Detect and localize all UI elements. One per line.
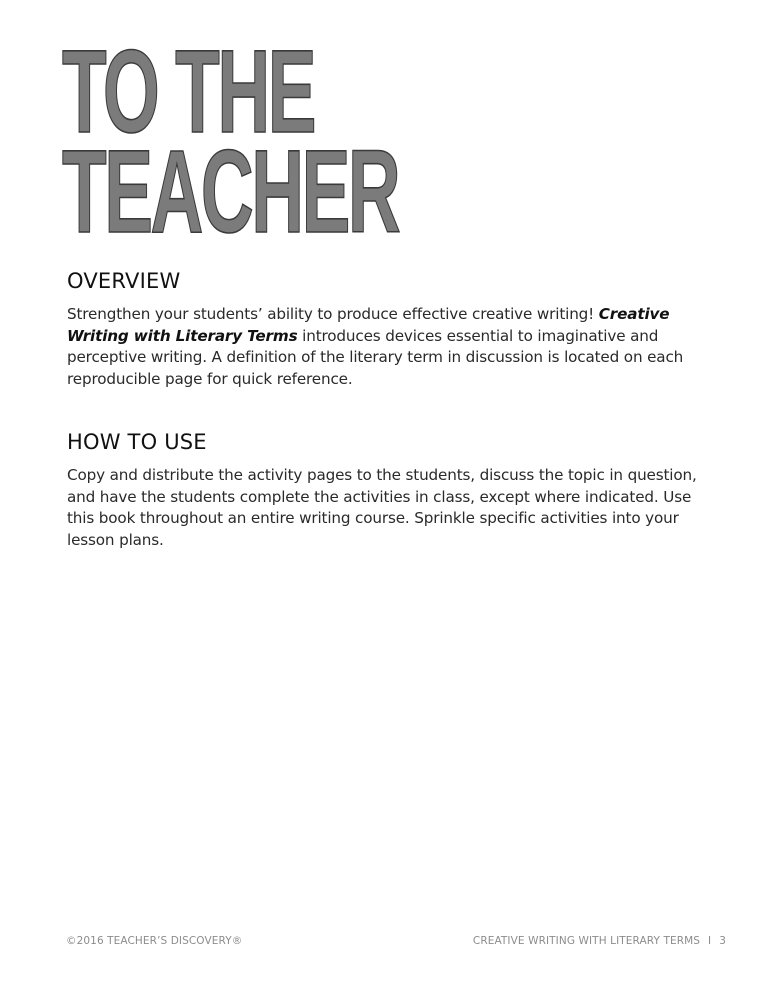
overview-heading: OVERVIEW	[67, 269, 181, 293]
how-to-use-paragraph: Copy and distribute the activity pages to the students, discuss the topic in question, and have the students complete the activities in class, except where indicated. Use this book throughout an entire writing course. Sprinkle specific activities into your lesson plans.	[67, 466, 697, 549]
how-to-use-section	[67, 429, 707, 551]
page-number: 3	[719, 935, 726, 947]
footer-running-title	[473, 935, 726, 947]
footer-book-title: CREATIVE WRITING WITH LITERARY TERMS	[472, 935, 701, 947]
title-line-1: TO THE	[62, 26, 315, 158]
overview-section	[67, 268, 707, 390]
book-title-emphasis: Creative Writing with Literary Terms	[67, 305, 670, 345]
title-line-2: TEACHER	[62, 126, 399, 258]
footer-copyright: ©2016 TEACHER’S DISCOVERY®	[66, 935, 243, 947]
how-to-use-heading: HOW TO USE	[67, 430, 207, 454]
overview-paragraph	[67, 304, 707, 390]
footer-separator: I	[708, 935, 712, 947]
overview-text-before: Strengthen your students’ ability to produce effective creative writing!	[67, 305, 599, 323]
overview-text-after: introduces devices essential to imaginative and perceptive writing. A definition of the literary term in discussion is located on each reproducible page for quick reference.	[67, 326, 684, 388]
